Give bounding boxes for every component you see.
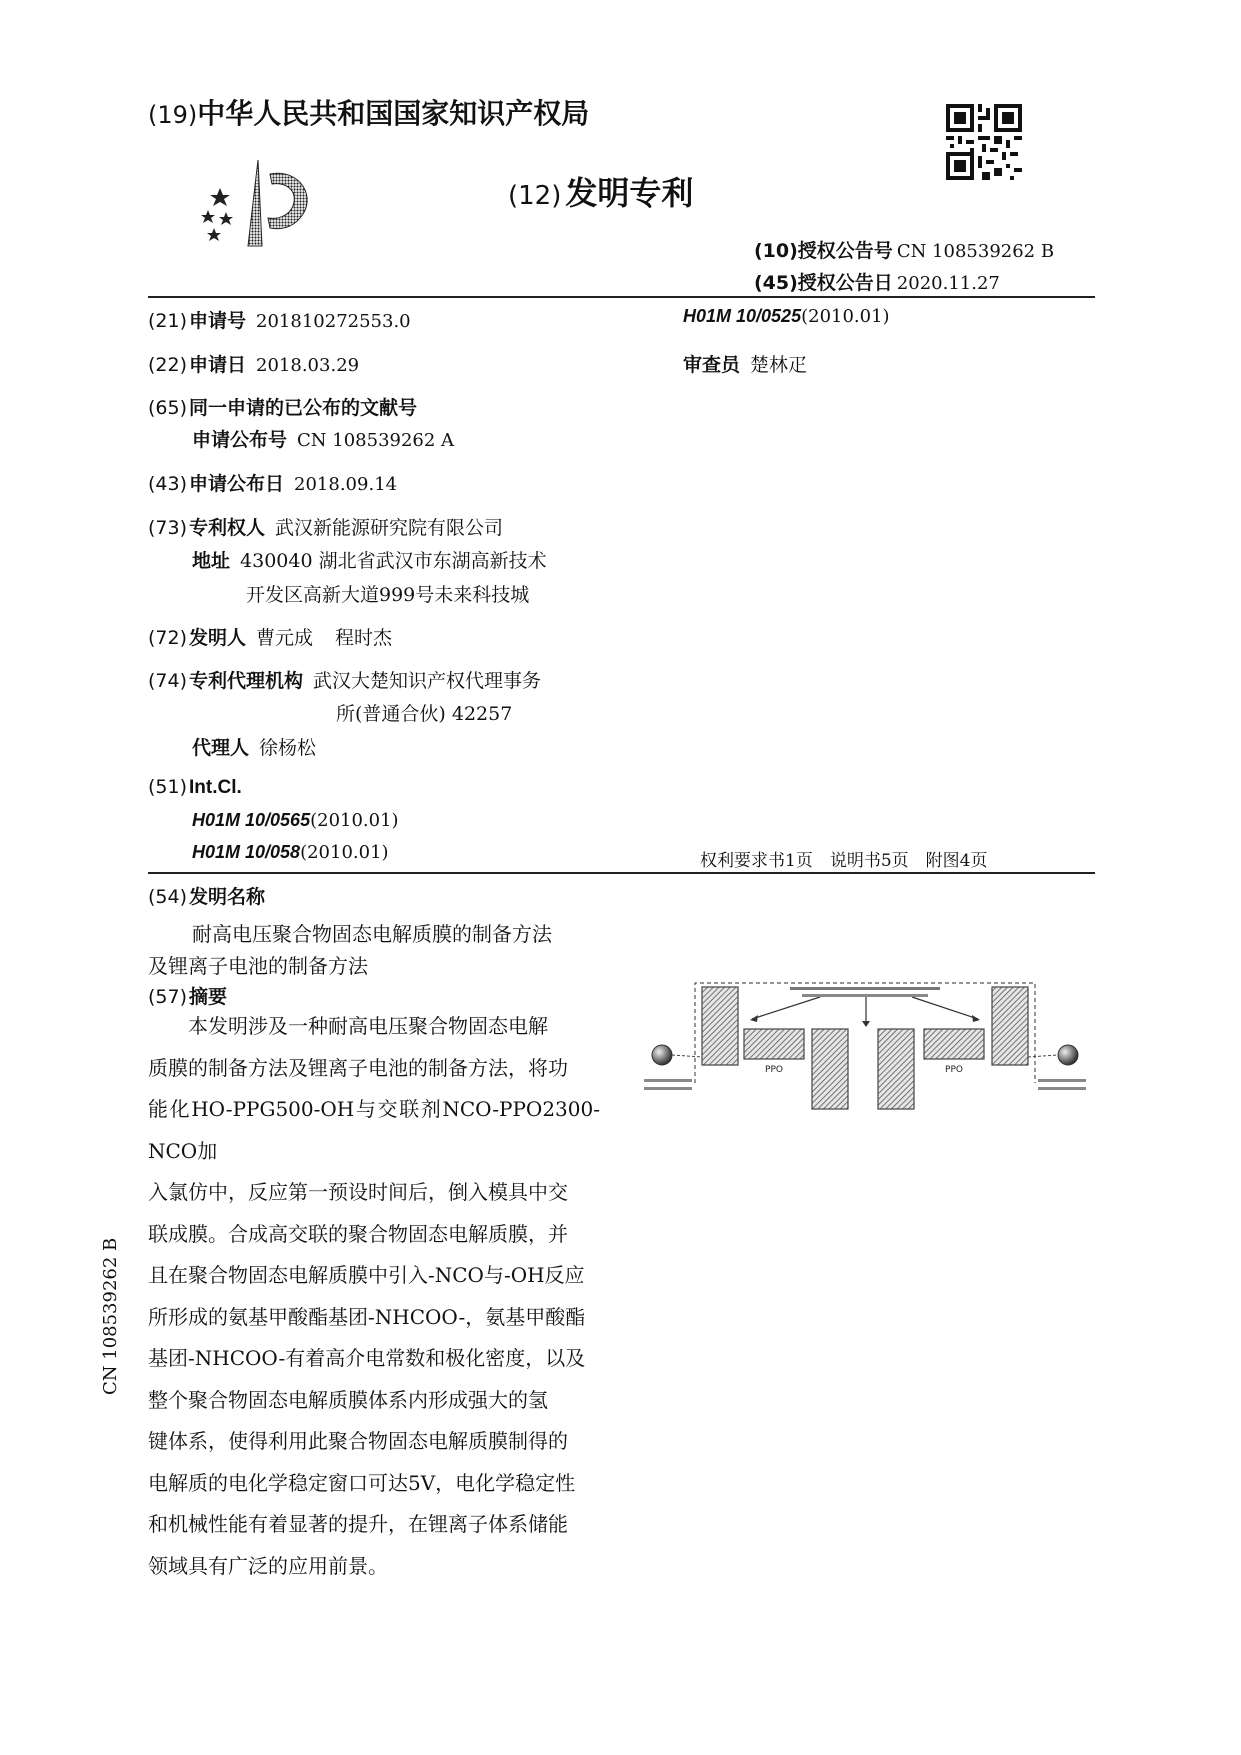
grant-pub-no-row xyxy=(754,236,1054,263)
abstract-line: 电解质的电化学稳定窗口可达5V，电化学稳定性 xyxy=(148,1470,576,1495)
field-num: (73) xyxy=(148,517,188,539)
ppo-block-left xyxy=(744,1029,804,1059)
abstract-figure xyxy=(640,975,1090,1120)
doc-type-heading xyxy=(508,168,693,214)
agency-row xyxy=(148,666,541,693)
abstract-heading xyxy=(148,982,227,1009)
examiner-label: 审查员 xyxy=(683,354,741,376)
invention-title-1 xyxy=(192,918,552,947)
doc-type: 发明专利 xyxy=(565,174,694,212)
intcl-code-1: H01M 10/0565 xyxy=(192,810,311,830)
abstract-body xyxy=(148,1006,600,1587)
right-sphere xyxy=(1058,1045,1078,1065)
center-block-left xyxy=(812,1029,848,1109)
address-row-2 xyxy=(246,580,529,607)
abstract-line: 基团-NHCOO-有着高介电常数和极化密度，以及 xyxy=(148,1346,586,1370)
same-app-row xyxy=(148,393,417,420)
field-num: (22) xyxy=(148,354,188,376)
inventors-label: 发明人 xyxy=(189,627,247,649)
address-label: 地址 xyxy=(192,550,231,572)
abstract-line: 质膜的制备方法及锂离子电池的制备方法，将功 xyxy=(148,1055,568,1080)
abstract-line: 且在聚合物固态电解质膜中引入-NCO与-OH反应 xyxy=(148,1263,585,1287)
grant-pub-no-label: (10)授权公告号 xyxy=(754,240,893,262)
abstract-line: 入氯仿中，反应第一预设时间后，倒入模具中交 xyxy=(148,1180,568,1204)
abstract-line: 所形成的氨基甲酸酯基团-NHCOO-，氨基甲酸酯 xyxy=(148,1304,586,1329)
field-num: (74) xyxy=(148,670,188,692)
right-block xyxy=(992,987,1028,1065)
inventors-row xyxy=(148,623,392,650)
title-line-2: 及锂离子电池的制备方法 xyxy=(148,954,368,978)
abstract-line: 能化HO-PPG500-OH与交联剂NCO-PPO2300-NCO加 xyxy=(148,1097,600,1163)
agency-line2: 所(普通合伙) 42257 xyxy=(336,703,513,725)
center-block-right xyxy=(878,1029,914,1109)
intcl-year-1: (2010.01) xyxy=(310,810,399,831)
app-pub-no-label: 申请公布号 xyxy=(192,429,288,451)
field-num: (51) xyxy=(148,776,188,798)
middle-divider xyxy=(148,872,1095,874)
examiner-value: 楚林疋 xyxy=(750,354,808,376)
inventor-1: 曹元成 xyxy=(256,627,314,649)
class-3-row xyxy=(683,306,890,327)
app-pub-date-label: 申请公布日 xyxy=(189,473,285,495)
address-line1: 430040 湖北省武汉市东湖高新技术 xyxy=(240,550,547,572)
field-num: (72) xyxy=(148,627,188,649)
field-num: (57) xyxy=(148,986,188,1008)
agency-row-2 xyxy=(336,699,512,726)
left-block xyxy=(702,987,738,1065)
address-line2: 开发区高新大道999号未来科技城 xyxy=(246,584,530,606)
field-num: (21) xyxy=(148,310,188,332)
pages-info-text: 权利要求书1页 说明书5页 附图4页 xyxy=(700,851,988,871)
agent-label: 代理人 xyxy=(192,737,250,759)
address-row xyxy=(192,546,547,573)
title-heading xyxy=(148,882,265,909)
app-pub-no-row xyxy=(192,425,454,452)
app-date-value: 2018.03.29 xyxy=(256,355,360,376)
app-no-label: 申请号 xyxy=(189,310,247,332)
class-code-3: H01M 10/0525 xyxy=(683,306,802,326)
header-divider xyxy=(148,296,1095,298)
abstract-line: 和机械性能有着显著的提升，在锂离子体系储能 xyxy=(148,1512,568,1536)
pages-info xyxy=(700,846,987,871)
patentee-row xyxy=(148,513,503,540)
grant-pub-date: 2020.11.27 xyxy=(896,273,1000,294)
ppo-label-left: PPO xyxy=(765,1065,783,1075)
grant-pub-no: CN 108539262 B xyxy=(896,241,1055,262)
intcl-year-2: (2010.01) xyxy=(300,842,389,863)
agent-row xyxy=(192,733,316,760)
field-num: (54) xyxy=(148,886,188,908)
invention-title-2 xyxy=(148,950,368,979)
agency-label: 专利代理机构 xyxy=(189,670,304,692)
app-pub-date-row xyxy=(148,469,397,496)
abstract-line: 联成膜。合成高交联的聚合物固态电解质膜，并 xyxy=(148,1221,568,1246)
left-sphere xyxy=(652,1045,672,1065)
abstract-label: 摘要 xyxy=(189,986,228,1008)
abstract-line: 键体系，使得利用此聚合物固态电解质膜制得的 xyxy=(148,1429,568,1453)
side-document-id: CN 108539262 B xyxy=(100,1237,121,1395)
grant-pub-date-row xyxy=(754,268,1000,295)
inventor-2: 程时杰 xyxy=(335,627,393,649)
app-date-label: 申请日 xyxy=(189,354,247,376)
app-no-value: 201810272553.0 xyxy=(256,311,411,332)
doc-type-num: (12) xyxy=(508,181,562,211)
ppo-label-right: PPO xyxy=(945,1065,963,1075)
app-pub-no-value: CN 108539262 A xyxy=(297,430,455,451)
app-pub-date-value: 2018.09.14 xyxy=(294,474,398,495)
abstract-line: 整个聚合物固态电解质膜体系内形成强大的氢 xyxy=(148,1387,548,1412)
field-num: (43) xyxy=(148,473,188,495)
intcl-code-2: H01M 10/058 xyxy=(192,842,301,862)
ppo-block-right xyxy=(924,1029,984,1059)
agent-value: 徐杨松 xyxy=(259,737,317,759)
abstract-line: 领域具有广泛的应用前景。 xyxy=(148,1553,388,1578)
abstract-line: 本发明涉及一种耐高电压聚合物固态电解 xyxy=(148,1014,548,1038)
intcl-class-1 xyxy=(192,810,399,831)
patentee-value: 武汉新能源研究院有限公司 xyxy=(275,517,504,539)
app-no-row xyxy=(148,306,411,333)
qr-code xyxy=(946,104,1022,180)
title-label: 发明名称 xyxy=(189,886,266,908)
office-num: (19) xyxy=(148,101,198,129)
app-date-row xyxy=(148,350,359,377)
intcl-class-2 xyxy=(192,842,389,863)
same-app-label: 同一申请的已公布的文献号 xyxy=(189,397,418,419)
patentee-label: 专利权人 xyxy=(189,517,266,539)
field-num: (65) xyxy=(148,397,188,419)
title-line-1: 耐高电压聚合物固态电解质膜的制备方法 xyxy=(192,922,552,946)
cnipa-logo xyxy=(200,158,320,258)
office-name: 中华人民共和国国家知识产权局 xyxy=(197,97,590,130)
office-heading xyxy=(148,92,589,132)
intcl-row xyxy=(148,776,242,799)
agency-line1: 武汉大楚知识产权代理事务 xyxy=(313,670,542,692)
class-year-3: (2010.01) xyxy=(801,306,890,327)
examiner-row xyxy=(683,350,807,377)
grant-pub-date-label: (45)授权公告日 xyxy=(754,272,893,294)
intcl-label: Int.Cl. xyxy=(189,777,242,798)
